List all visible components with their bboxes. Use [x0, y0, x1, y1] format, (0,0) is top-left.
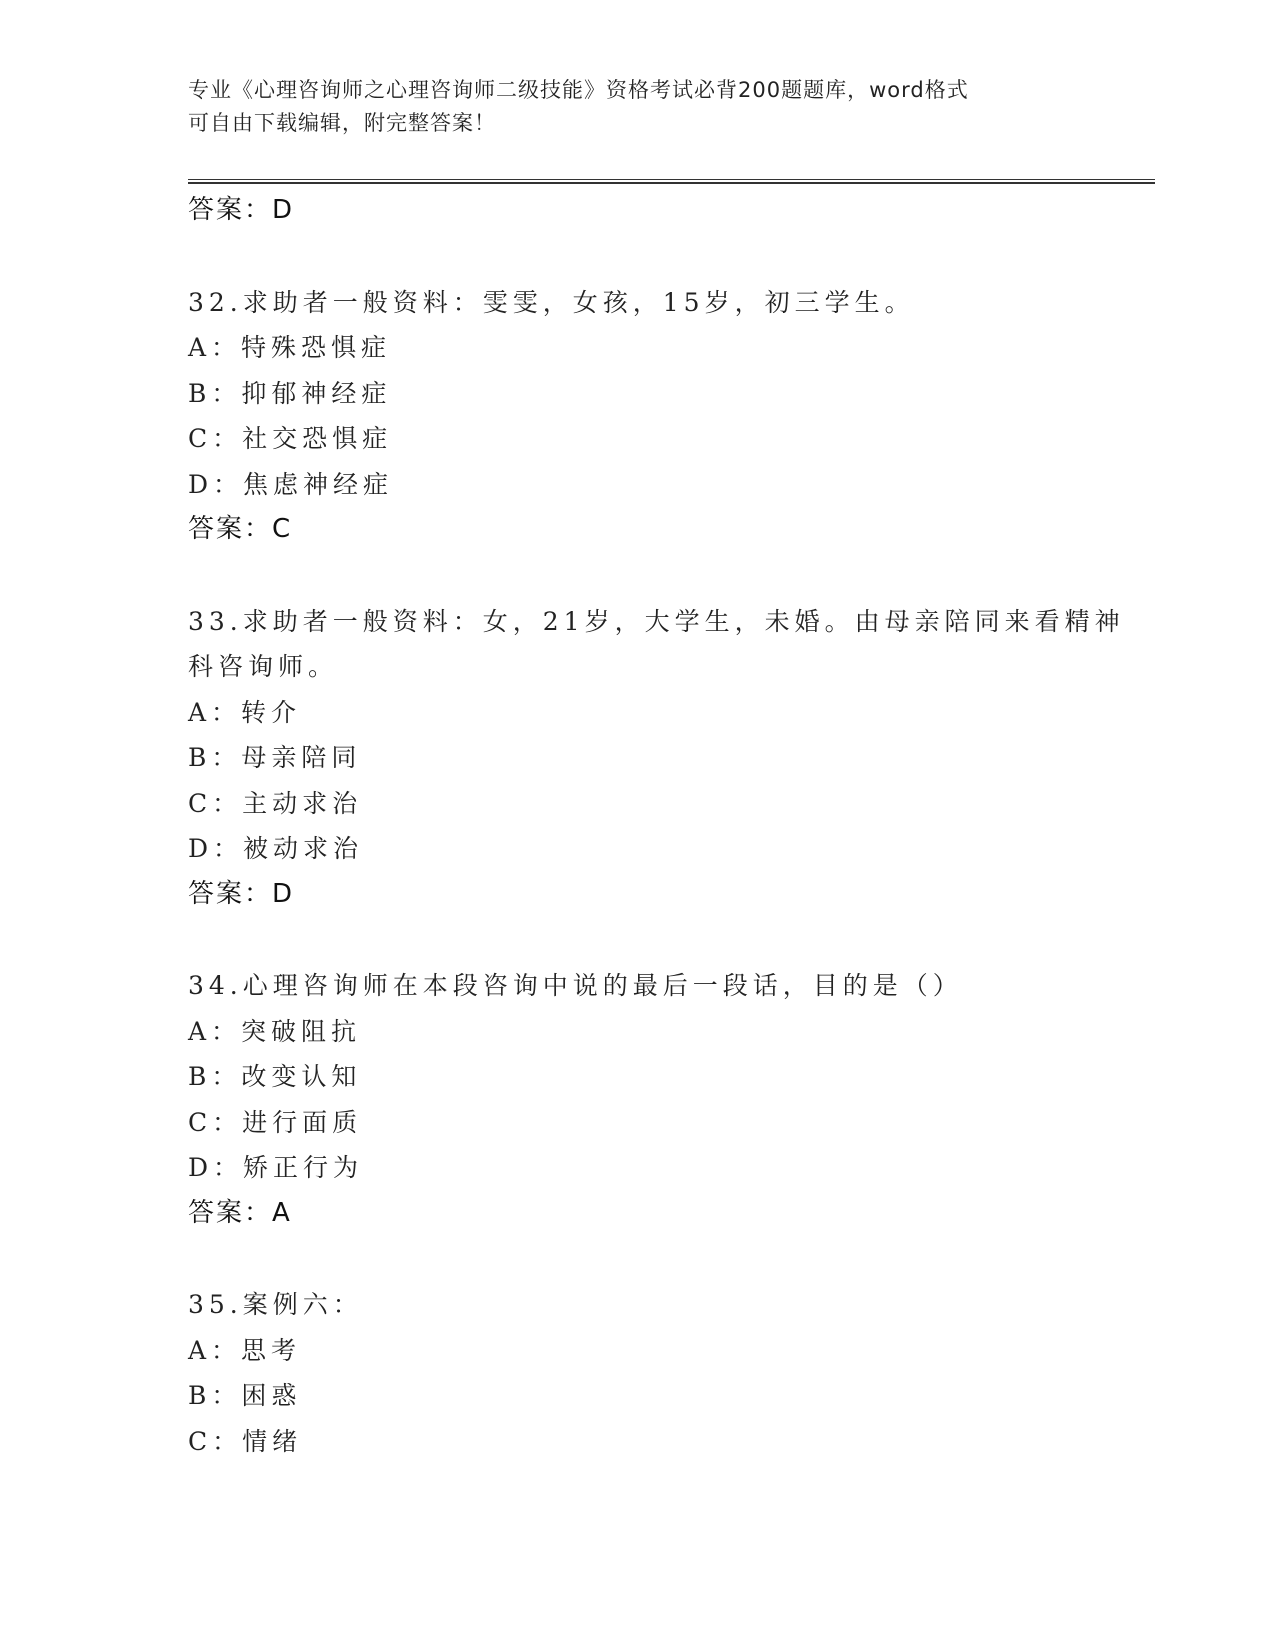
option-d: D：矫正行为: [188, 1153, 364, 1182]
option-c: C：情绪: [188, 1426, 303, 1456]
option-c: C：社交恐惧症: [188, 424, 393, 453]
option-d: D：被动求治: [188, 834, 364, 863]
question-35: [188, 1282, 1088, 1464]
document-header: [188, 74, 1068, 140]
option-a: A：特殊恐惧症: [188, 333, 392, 362]
option-c: C：主动求治: [188, 788, 363, 818]
answer-32: 答案：C: [188, 514, 293, 544]
option-a: A：思考: [188, 1335, 302, 1365]
question-text: 33.求助者一般资料：女，21岁，大学生，未婚。由母亲陪同来看精神: [188, 606, 1125, 636]
option-c: C：进行面质: [188, 1107, 363, 1137]
header-divider: [188, 179, 1155, 184]
question-text-cont: 科咨询师。: [188, 652, 339, 681]
option-a: A：突破阻抗: [188, 1016, 362, 1046]
question-34: [188, 963, 1088, 1236]
question-text: 35.案例六：: [188, 1290, 363, 1319]
answer-33: 答案：D: [188, 878, 295, 909]
question-text: 34.心理咨询师在本段咨询中说的最后一段话，目的是（）: [188, 971, 963, 1000]
answer-31: 答案：D: [188, 195, 295, 225]
header-line-1: 专业《心理咨询师之心理咨询师二级技能》资格考试必背200题题库，word格式: [188, 78, 969, 102]
question-list: [188, 188, 1125, 1464]
question-32: [188, 280, 1088, 553]
answer-34: 答案：A: [188, 1197, 292, 1228]
option-d: D：焦虑神经症: [188, 469, 394, 499]
option-b: B：改变认知: [188, 1062, 362, 1091]
option-b: B：抑郁神经症: [188, 378, 392, 408]
option-b: B：困惑: [188, 1381, 302, 1410]
option-b: B：母亲陪同: [188, 743, 362, 772]
option-a: A：转介: [188, 697, 302, 727]
question-text: 32.求助者一般资料：雯雯，女孩，15岁，初三学生。: [188, 287, 915, 317]
question-33: [188, 599, 1125, 918]
header-line-2: 可自由下载编辑，附完整答案！: [188, 111, 496, 135]
